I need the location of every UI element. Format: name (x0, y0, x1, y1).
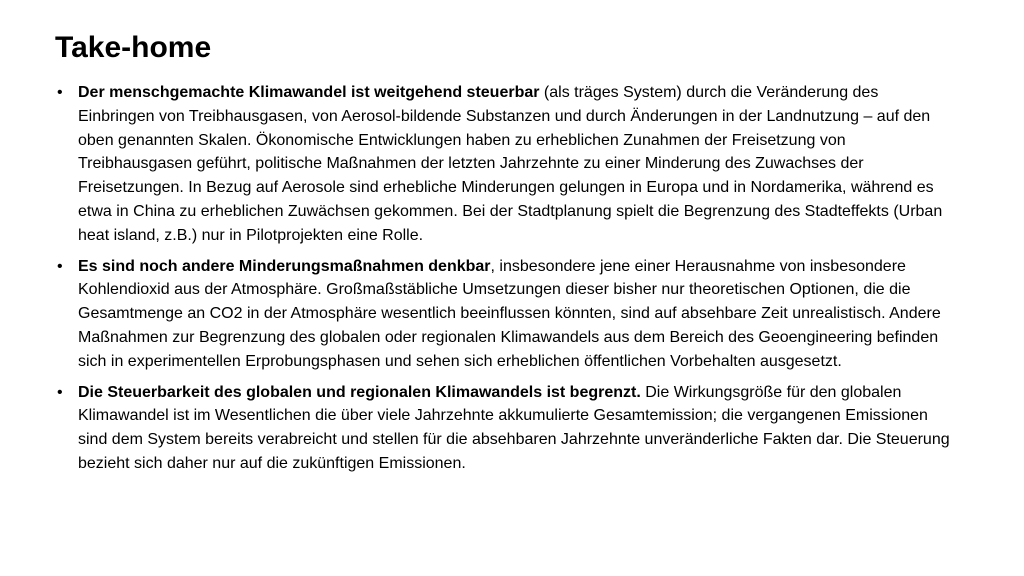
bullet-item (55, 255, 955, 374)
bullet-icon: • (57, 84, 63, 101)
bullet-icon: • (57, 383, 63, 401)
slide-title: Take-home (55, 31, 212, 64)
bullet-body-text: Die Wirkungsgröße für den globalen Klimawandel ist im Wesentlichen die über viele Jahrzehnte akkumulierte Gesamtemission; die vergangenen Emissionen sind dem System bereits verabreicht und stellen für die absehbaren Jahrzehnte unveränderliche Fakten dar. Die Steuerung bezieht sich daher nur auf die zukünftigen Emissionen. (78, 383, 950, 472)
bullet-text (78, 381, 955, 476)
bullet-item (55, 381, 955, 476)
bullet-icon: • (57, 257, 63, 275)
bullet-list (55, 81, 955, 483)
bullet-lead-text: Die Steuerbarkeit des globalen und regionalen Klimawandels ist begrenzt. (78, 383, 641, 401)
bullet-item (55, 81, 955, 248)
bullet-body-text: (als träges System) durch die Veränderung des Einbringen von Treibhausgasen, von Aerosol-bildende Substanzen und durch Änderungen in der Landnutzung – auf den oben genannten Skalen. Ökonomische Entwicklungen haben zu erheblichen Zunahmen der Freisetzung von Treibhausgasen geführt, politische Maßnahmen der letzten Jahrzehnte zu einer Minderung des Zuwachses der Freisetzungen. In Bezug auf Aerosole sind erhebliche Minderungen gelungen in Europa und in Nordamerika, während es etwa in China zu erheblichen Zuwächsen gekommen. Bei der Stadtplanung spielt die Begrenzung des Stadteffekts (Urban heat island, z.B.) nur in Pilotprojekten eine Rolle. (78, 84, 943, 244)
bullet-lead-text: Der menschgemachte Klimawandel ist weitgehend steuerbar (78, 84, 540, 101)
bullet-lead-text: Es sind noch andere Minderungsmaßnahmen denkbar (78, 257, 491, 275)
bullet-text (78, 255, 955, 374)
bullet-body-text: , insbesondere jene einer Herausnahme von insbesondere Kohlendioxid aus der Atmosphäre. Großmaßstäbliche Umsetzungen dieser bisher nur theoretischen Optionen, die die Gesamtmenge an CO2 in der Atmosphäre wesentlich beeinflussen könnten, sind auf absehbare Zeit unrealistisch. Andere Maßnahmen zur Begrenzung des globalen oder regionalen Klimawandels aus dem Bereich des Geoengineering befinden sich in experimentellen Erprobungsphasen und sehen sich erheblichen öffentlichen Vorbehalten ausgesetzt. (78, 257, 941, 370)
bullet-text (78, 81, 955, 248)
